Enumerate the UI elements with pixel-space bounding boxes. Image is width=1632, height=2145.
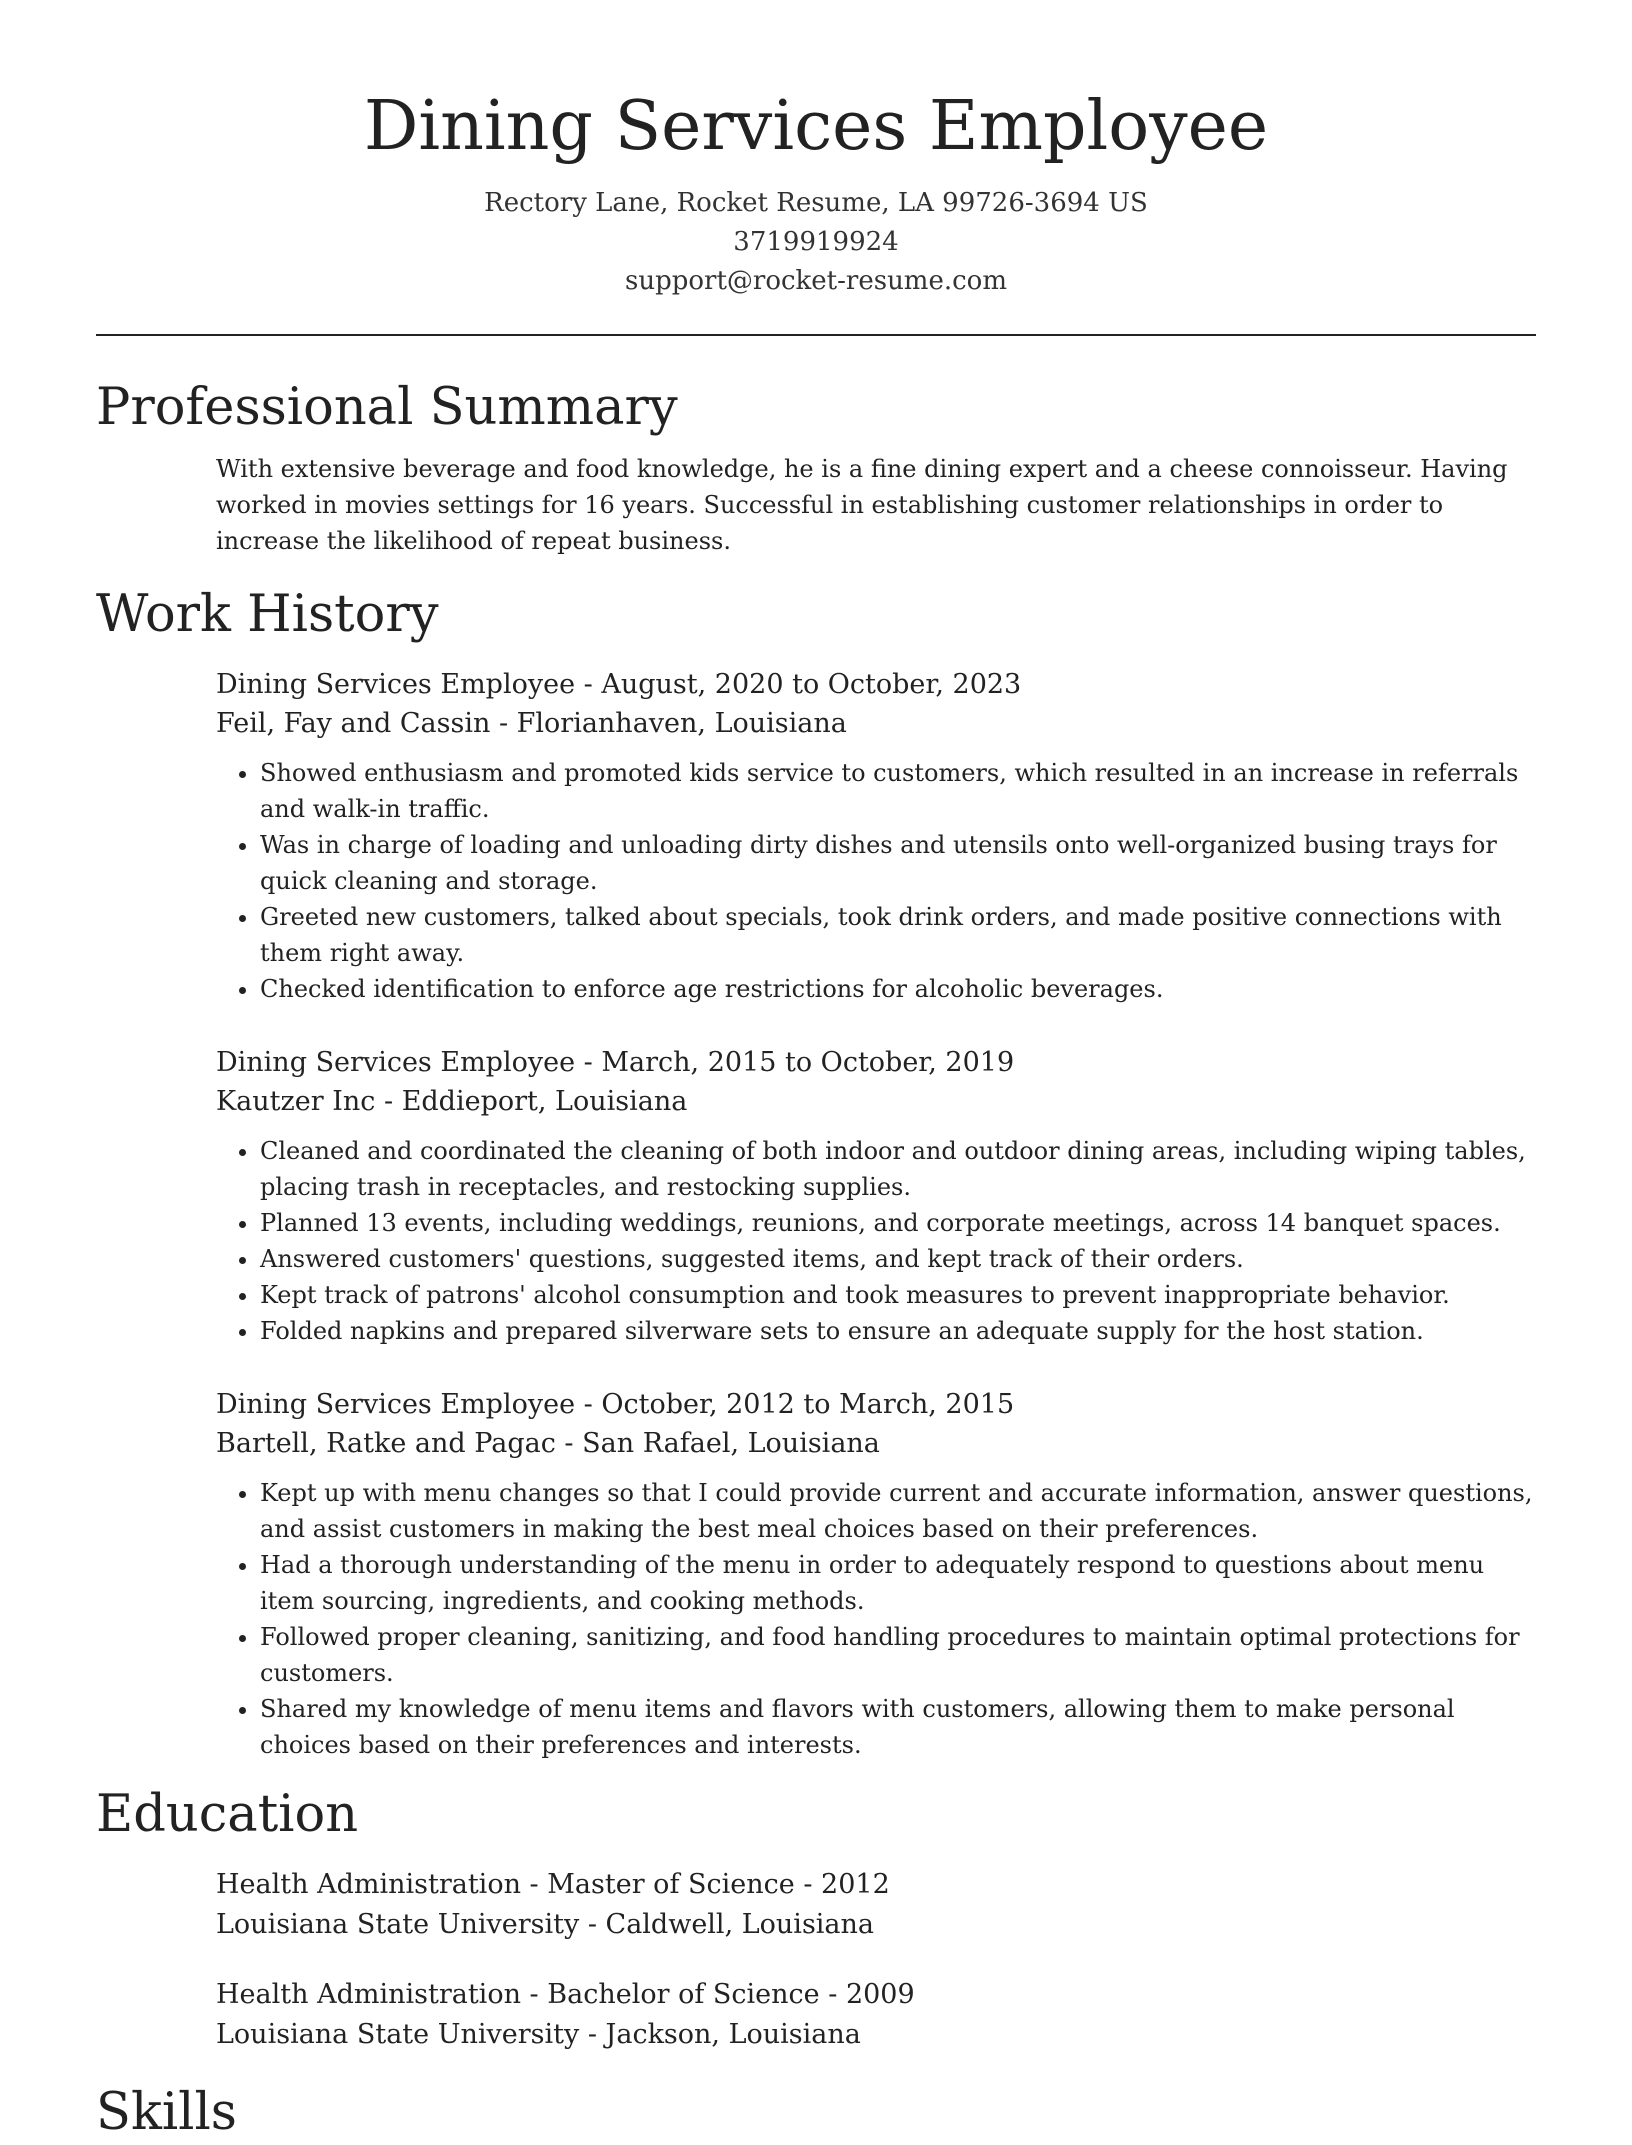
job-dates: October, 2012 to March, 2015 <box>601 1389 1015 1420</box>
separator: - <box>375 1086 402 1117</box>
job-company-line <box>216 704 1536 743</box>
section-title-work-history: Work History <box>96 585 439 644</box>
header-divider <box>96 334 1536 336</box>
job-bullet: • Had a thorough understanding of the menu in order to adequately respond to questions about menu item sourcing, ingredients, and cooking methods. <box>260 1547 1536 1619</box>
section-title-summary: Professional Summary <box>96 378 678 437</box>
separator: - <box>819 1979 846 2010</box>
separator: - <box>520 1869 548 1900</box>
job-bullet-list <box>216 755 1536 1007</box>
education-section <box>0 1783 1632 2055</box>
job-role: Dining Services Employee <box>216 669 576 700</box>
job-bullet: • Showed enthusiasm and promoted kids service to customers, which resulted in an increase in referrals and walk-in traffic. <box>260 755 1536 827</box>
job-company: Bartell, Ratke and Pagac <box>216 1428 556 1459</box>
section-title-education: Education <box>96 1785 359 1844</box>
education-degree-line <box>216 1865 1536 1905</box>
separator: - <box>575 669 602 700</box>
separator: - <box>794 1869 822 1900</box>
job-bullet: • Followed proper cleaning, sanitizing, and food handling procedures to maintain optimal protections for customers. <box>260 1619 1536 1691</box>
job-location: San Rafael, Louisiana <box>582 1428 880 1459</box>
job-company: Feil, Fay and Cassin <box>216 708 491 739</box>
separator: - <box>575 1047 602 1078</box>
job-company-line <box>216 1424 1536 1463</box>
education-school: Louisiana State University <box>216 1909 580 1940</box>
separator: - <box>555 1428 583 1459</box>
job-company: Kautzer Inc <box>216 1086 376 1117</box>
job-bullet: • Kept track of patrons' alcohol consumption and took measures to prevent inappropriate behavior. <box>260 1277 1536 1313</box>
education-degree-line <box>216 1975 1536 2015</box>
resume-header <box>0 0 1632 301</box>
education-degree: Master of Science <box>547 1869 795 1900</box>
job-entry <box>216 665 1536 1007</box>
job-entry <box>216 1043 1536 1349</box>
job-bullet: • Kept up with menu changes so that I could provide current and accurate information, answer questions, and assist customers in making the best meal choices based on their preferences. <box>260 1475 1536 1547</box>
job-bullet: • Folded napkins and prepared silverware sets to ensure an adequate supply for the host station. <box>260 1313 1536 1349</box>
education-year: 2009 <box>845 1979 915 2010</box>
education-field: Health Administration <box>216 1869 521 1900</box>
job-entry <box>216 1385 1536 1763</box>
job-bullet: • Planned 13 events, including weddings, reunions, and corporate meetings, across 14 banquet spaces. <box>260 1205 1536 1241</box>
job-role-line <box>216 665 1536 704</box>
education-school-line <box>216 2015 1536 2055</box>
contact-phone: 3719919924 <box>733 227 899 257</box>
job-dates: August, 2020 to October, 2023 <box>601 669 1022 700</box>
separator: - <box>520 1979 548 2010</box>
contact-info <box>0 184 1632 301</box>
education-location: Jackson, Louisiana <box>605 2019 861 2050</box>
skills-section <box>0 2081 1632 2145</box>
education-school: Louisiana State University <box>216 2019 580 2050</box>
job-bullet: • Answered customers' questions, suggested items, and kept track of their orders. <box>260 1241 1536 1277</box>
job-bullet: • Cleaned and coordinated the cleaning of both indoor and outdoor dining areas, including wiping tables, placing trash in receptacles, and restocking supplies. <box>260 1133 1536 1205</box>
job-bullet: • Shared my knowledge of menu items and flavors with customers, allowing them to make personal choices based on their preferences and interests. <box>260 1691 1536 1763</box>
job-location: Eddieport, Louisiana <box>401 1086 688 1117</box>
education-school-line <box>216 1905 1536 1945</box>
job-location: Florianhaven, Louisiana <box>516 708 847 739</box>
job-bullet: • Greeted new customers, talked about specials, took drink orders, and made positive connections with them right away. <box>260 899 1536 971</box>
work-history-section <box>0 583 1632 1763</box>
job-bullet-list <box>216 1475 1536 1763</box>
education-entry <box>216 1865 1536 1945</box>
separator: - <box>490 708 517 739</box>
job-role: Dining Services Employee <box>216 1047 576 1078</box>
contact-email: support@rocket-resume.com <box>624 266 1007 296</box>
job-dates: March, 2015 to October, 2019 <box>601 1047 1015 1078</box>
summary-text: With extensive beverage and food knowledge, he is a fine dining expert and a cheese connoisseur. Having worked in movies settings for 16 years. Successful in establishing customer relationships in order to increase the likelihood of repeat business. <box>216 455 1508 555</box>
job-role-line <box>216 1385 1536 1424</box>
contact-address: Rectory Lane, Rocket Resume, LA 99726-3694 US <box>484 188 1148 218</box>
education-entry <box>216 1975 1536 2055</box>
professional-summary-section <box>0 376 1632 559</box>
candidate-name: Dining Services Employee <box>363 87 1269 166</box>
education-degree: Bachelor of Science <box>547 1979 820 2010</box>
separator: - <box>579 1909 606 1940</box>
job-role: Dining Services Employee <box>216 1389 576 1420</box>
education-location: Caldwell, Louisiana <box>605 1909 875 1940</box>
job-bullet: • Checked identification to enforce age restrictions for alcoholic beverages. <box>260 971 1536 1007</box>
job-bullet: • Was in charge of loading and unloading dirty dishes and utensils onto well-organized busing trays for quick cleaning and storage. <box>260 827 1536 899</box>
job-bullet-list <box>216 1133 1536 1349</box>
education-field: Health Administration <box>216 1979 521 2010</box>
education-year: 2012 <box>821 1869 890 1900</box>
section-title-skills: Skills <box>96 2083 237 2142</box>
job-role-line <box>216 1043 1536 1082</box>
job-company-line <box>216 1082 1536 1121</box>
separator: - <box>575 1389 602 1420</box>
separator: - <box>579 2019 606 2050</box>
